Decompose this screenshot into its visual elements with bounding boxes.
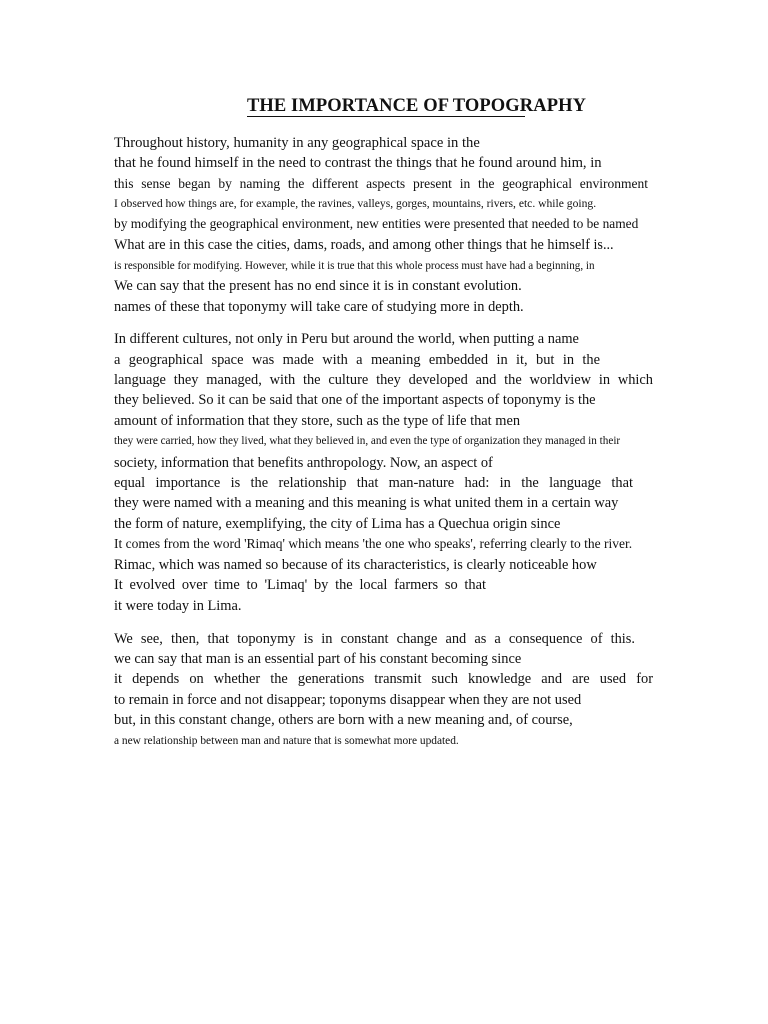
paragraph-line: it depends on whether the generations transmit such knowledge and are used for: [114, 671, 653, 687]
paragraph-line: I observed how things are, for example, the ravines, valleys, gorges, mountains, rivers, etc. while going.: [114, 197, 597, 210]
paragraph-line: society, information that benefits anthropology. Now, an aspect of: [114, 455, 493, 471]
paragraph-line: this sense began by naming the different aspects present in the geographical environment: [114, 176, 648, 191]
document-title: [247, 93, 586, 119]
paragraph-line: they believed. So it can be said that one of the important aspects of toponymy is the: [114, 392, 596, 408]
paragraph-line: We see, then, that toponymy is in constant change and as a consequence of this.: [114, 631, 635, 647]
paragraph-line: they were named with a meaning and this meaning is what united them in a certain way: [114, 495, 619, 511]
paragraph-line: by modifying the geographical environment, new entities were presented that needed to be named: [114, 216, 639, 231]
paragraph-line: Rimac, which was named so because of its characteristics, is clearly noticeable how: [114, 557, 597, 573]
paragraph-line: a geographical space was made with a meaning embedded in it, but in the: [114, 352, 600, 368]
paragraph-line: It comes from the word 'Rimaq' which means 'the one who speaks', referring clearly to the river.: [114, 536, 633, 551]
paragraph-line: We can say that the present has no end since it is in constant evolution.: [114, 278, 522, 294]
paragraph-line: names of these that toponymy will take care of studying more in depth.: [114, 299, 524, 315]
paragraph-line: it were today in Lima.: [114, 598, 242, 614]
paragraph-line: equal importance is the relationship that man-nature had: in the language that: [114, 475, 633, 491]
paragraph-line: It evolved over time to 'Limaq' by the local farmers so that: [114, 577, 486, 593]
paragraph-line: In different cultures, not only in Peru but around the world, when putting a name: [114, 331, 579, 347]
paragraph-line: Throughout history, humanity in any geographical space in the: [114, 135, 480, 151]
paragraph-line: to remain in force and not disappear; toponyms disappear when they are not used: [114, 692, 582, 708]
paragraph-line: language they managed, with the culture they developed and the worldview in which: [114, 372, 653, 388]
paragraph-line: amount of information that they store, such as the type of life that men: [114, 413, 521, 429]
title-container: [0, 93, 768, 119]
paragraph-line: a new relationship between man and nature that is somewhat more updated.: [114, 735, 459, 747]
paragraph-line: What are in this case the cities, dams, roads, and among other things that he himself is...: [114, 237, 614, 253]
paragraph-line: they were carried, how they lived, what they believed in, and even the type of organization they managed in their: [114, 435, 621, 447]
document-title-text: THE IMPORTANCE OF TOPOGRAPHY: [246, 96, 587, 116]
paragraph-line: that he found himself in the need to contrast the things that he found around him, in: [114, 155, 602, 171]
paragraph-line: is responsible for modifying. However, while it is true that this whole process must have had a beginning, in: [114, 260, 595, 272]
title-underline: [247, 116, 525, 117]
paragraph-line: but, in this constant change, others are born with a new meaning and, of course,: [114, 712, 573, 728]
paragraph-line: the form of nature, exemplifying, the city of Lima has a Quechua origin since: [114, 516, 561, 532]
paragraph-line: we can say that man is an essential part of his constant becoming since: [114, 651, 522, 667]
